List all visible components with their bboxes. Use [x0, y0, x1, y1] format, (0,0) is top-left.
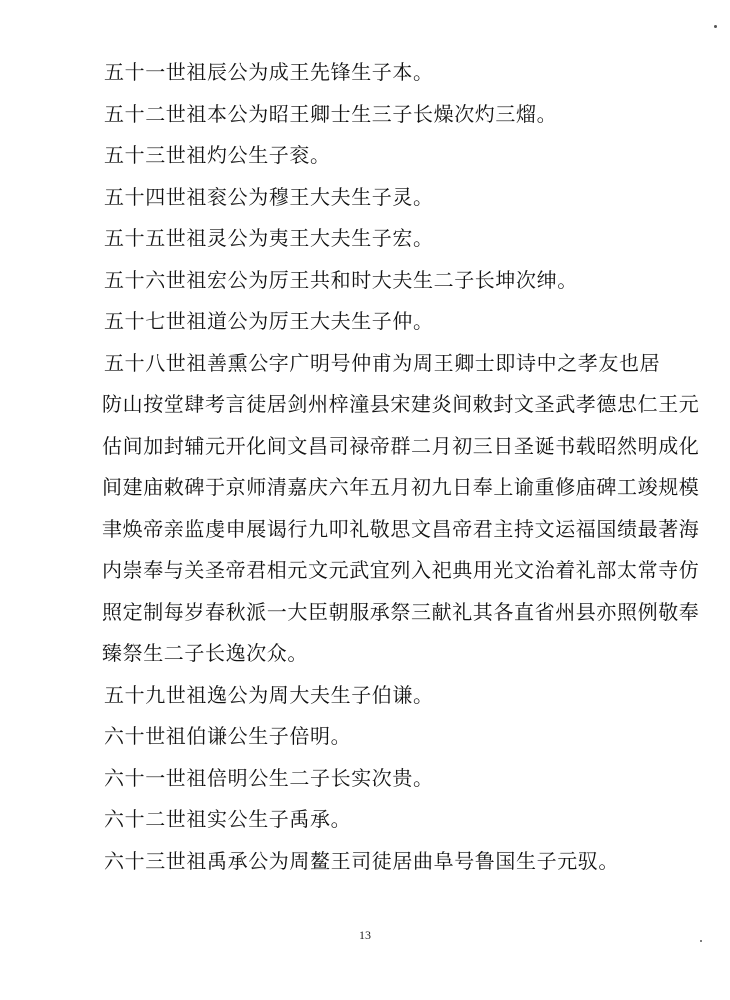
text-line: 照定制每岁春秋派一大臣朝服承祭三献礼其各直省州县亦照例敬奉	[102, 599, 700, 624]
text-line: 五十七世祖道公为厉王大夫生子仲。	[104, 309, 434, 333]
text-line: 五十九世祖逸公为周大夫生子伯谦。	[104, 682, 434, 707]
text-line: 五十三世祖灼公生子衮。	[104, 143, 331, 167]
scan-speck	[714, 25, 717, 28]
text-line: 五十二世祖本公为昭王卿士生三子长燥次灼三熘。	[104, 101, 558, 126]
text-line: 六十世祖伯谦公生子倍明。	[104, 724, 352, 748]
text-line: 五十五世祖灵公为夷王大夫生子宏。	[104, 226, 434, 250]
text-line: 聿焕帝亲监虔申展谒行九叩礼敬思文昌帝君主持文运福国绩最著海	[102, 516, 700, 541]
text-line: 六十一世祖倍明公生二子长实次贵。	[104, 765, 434, 790]
text-line: 六十三世祖禹承公为周鳌王司徒居曲阜号鲁国生子元驭。	[104, 848, 619, 873]
text-line: 五十四世祖衮公为穆王大夫生子灵。	[104, 184, 434, 209]
text-line: 六十二世祖实公生子禹承。	[104, 807, 352, 831]
scan-speck	[700, 940, 702, 942]
text-line: 五十一世祖辰公为成王先锋生子本。	[104, 60, 434, 84]
text-line: 防山按堂肆考言徒居剑州梓潼县宋建炎间敕封文圣武孝德忠仁王元	[102, 392, 700, 416]
text-line: 臻祭生二子长逸次众。	[102, 641, 308, 665]
genealogy-text-body	[102, 52, 700, 882]
page-number: 13	[359, 928, 371, 942]
text-line: 内崇奉与关圣帝君相元文元武宜列入祀典用光文治着礼部太常寺仿	[102, 558, 700, 582]
text-line: 五十八世祖善熏公字广明号仲甫为周王卿士即诗中之孝友也居	[104, 350, 661, 375]
text-line: 间建庙敕碑于京师清嘉庆六年五月初九日奉上谕重修庙碑工竣规模	[102, 475, 700, 499]
text-line: 五十六世祖宏公为厉王共和时大夫生二子长坤次绅。	[104, 267, 578, 292]
text-line: 估间加封辅元开化间文昌司禄帝群二月初三日圣诞书载昭然明成化	[102, 433, 700, 458]
